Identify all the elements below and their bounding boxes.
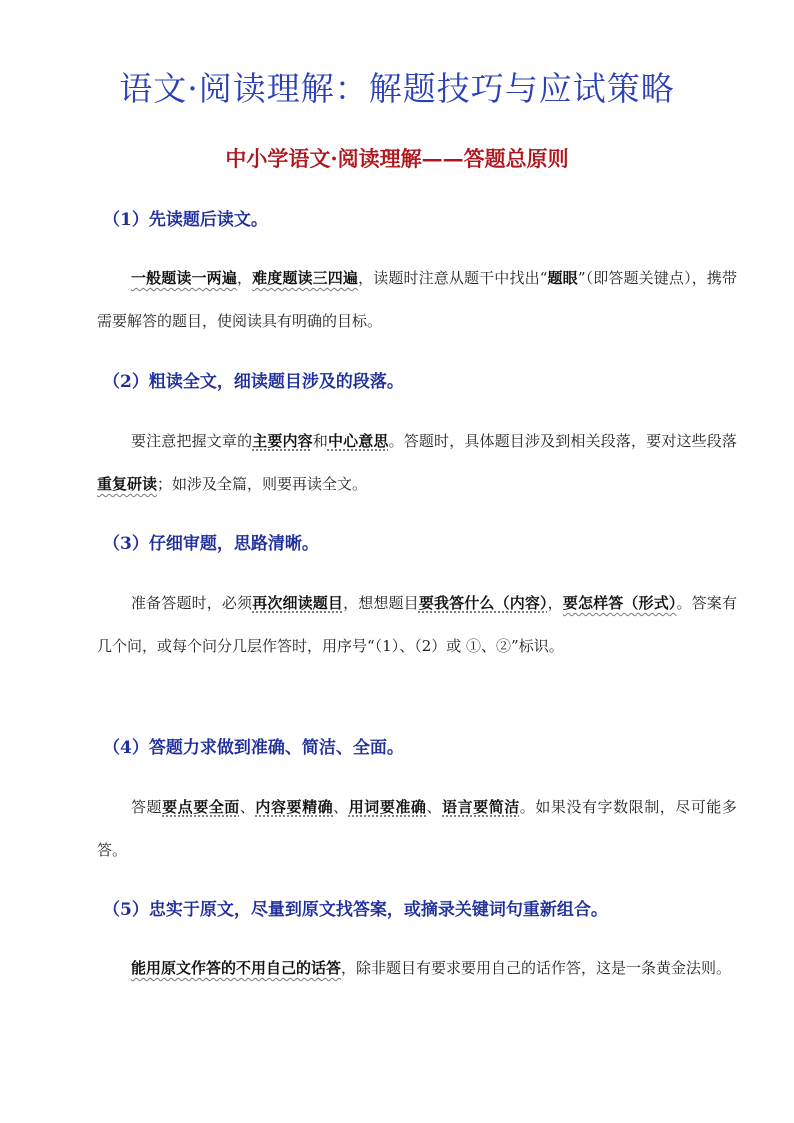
emphasis-text: 难度题读三四遍 — [252, 269, 359, 287]
emphasis-text: 能用原文作答的不用自己的话答 — [131, 959, 342, 977]
emphasis-text: 要我答什么（内容） — [418, 594, 548, 612]
body-text: 、 — [426, 798, 443, 816]
body-text: 准备答题时，必须 — [131, 594, 253, 612]
body-text: ，想想题目 — [343, 594, 419, 612]
body-text: 。答题时，具体题目涉及到相关段落，要对这些段落 — [388, 432, 737, 450]
page-subtitle: 中小学语文·阅读理解——答题总原则 — [225, 146, 569, 171]
body-text: ， — [236, 269, 253, 287]
emphasis-text: 主要内容 — [252, 432, 313, 450]
body-text: ；如涉及全篇，则要再读全文。 — [157, 475, 368, 493]
body-text: ”（即答题关键点），携带需要解答的题目，使阅读具有明确的目标。 — [97, 269, 737, 330]
emphasis-text: 要点要全面 — [162, 798, 240, 816]
emphasis-text: 语言要简洁 — [442, 798, 520, 816]
body-text: 。答案有几个问，或每个问分几层作答时，用序号“（1）、（2）或 ①、②”标识。 — [97, 594, 737, 655]
section-2-heading: （2）粗读全文，细读题目涉及的段落。 — [103, 372, 404, 392]
section-4-heading: （4）答题力求做到准确、简洁、全面。 — [103, 738, 404, 758]
body-text: ， — [547, 594, 563, 612]
section-5-heading: （5）忠实于原文，尽量到原文找答案，或摘录关键词句重新组合。 — [103, 900, 608, 920]
body-text: ，读题时注意从题干中找出“ — [358, 269, 548, 287]
emphasis-text: 中心意思 — [327, 432, 389, 450]
emphasis-text: 要怎样答（形式） — [562, 594, 677, 612]
section-2-paragraph — [97, 420, 737, 506]
section-3-heading: （3）仔细审题，思路清晰。 — [103, 534, 319, 554]
emphasis-text: 用词要准确 — [348, 798, 427, 816]
emphasis-text: 再次细读题目 — [252, 594, 344, 612]
body-text: 、 — [239, 798, 256, 816]
page-title: 语文·阅读理解：解题技巧与应试策略 — [119, 69, 675, 108]
section-1-paragraph — [97, 257, 737, 343]
emphasis-text: 重复研读 — [97, 475, 158, 493]
section-1-heading: （1）先读题后读文。 — [103, 210, 268, 230]
emphasis-text: 题眼 — [547, 269, 578, 287]
section-4-paragraph — [97, 786, 737, 872]
body-text: 要注意把握文章的 — [131, 432, 253, 450]
body-text: ，除非题目有要求要用自己的话作答，这是一条黄金法则。 — [341, 959, 732, 977]
emphasis-text: 一般题读一两遍 — [131, 269, 237, 287]
section-5-paragraph — [97, 947, 737, 990]
emphasis-text: 内容要精确 — [255, 798, 334, 816]
body-text: 答题 — [131, 798, 163, 816]
body-text: 。如果没有字数限制，尽可能多答。 — [97, 798, 737, 859]
section-3-paragraph — [97, 582, 737, 668]
body-text: 、 — [333, 798, 349, 816]
body-text: 和 — [312, 432, 328, 450]
